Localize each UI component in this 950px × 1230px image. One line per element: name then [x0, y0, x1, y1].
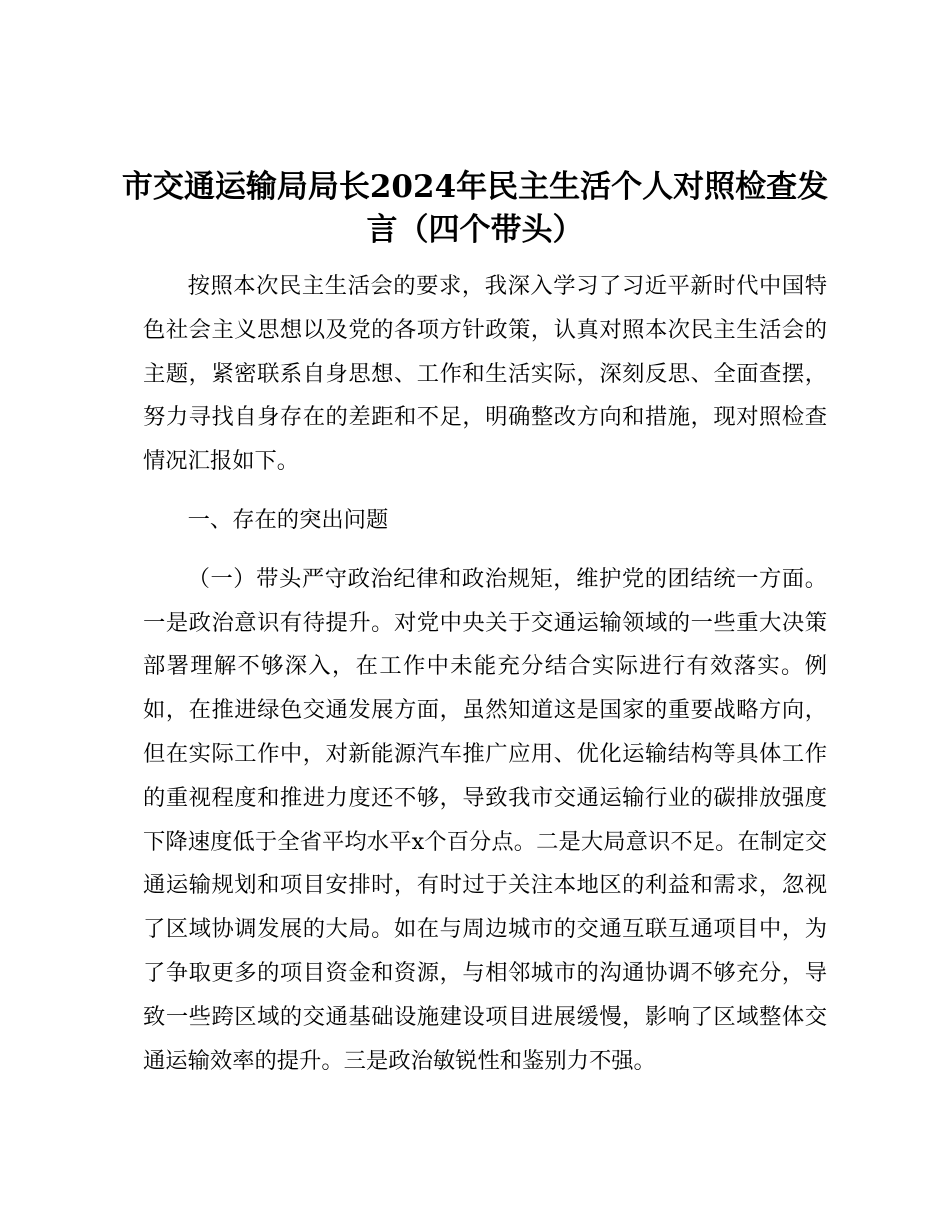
section-heading: 一、存在的突出问题	[187, 506, 389, 533]
intro-paragraph: 按照本次民主生活会的要求，我深入学习了习近平新时代中国特色社会主义思想以及党的各项方针政策，认真对照本次民主生活会的主题，紧密联系自身思想、工作和生活实际，深刻反思、全面查摆，努力寻找自身存在的差距和不足，明确整改方向和措施，现对照检查情况汇报如下。	[143, 273, 827, 475]
section-paragraph: （一）带头严守政治纪律和政治规矩，维护党的团结统一方面。一是政治意识有待提升。对党中央关于交通运输领域的一些重大决策部署理解不够深入，在工作中未能充分结合实际进行有效落实。例如，在推进绿色交通发展方面，虽然知道这是国家的重要战略方向，但在实际工作中，对新能源汽车推广应用、优化运输结构等具体工作的重视程度和推进力度还不够，导致我市交通运输行业的碳排放强度下降速度低于全省平均水平x个百分点。二是大局意识不足。在制定交通运输规划和项目安排时，有时过于关注本地区的利益和需求，忽视了区域协调发展的大局。如在与周边城市的交通互联互通项目中，为了争取更多的项目资金和资源，与相邻城市的沟通协调不够充分，导致一些跨区域的交通基础设施建设项目进展缓慢，影响了区域整体交通运输效率的提升。三是政治敏锐性和鉴别力不强。	[143, 565, 827, 1074]
document-body	[143, 265, 827, 1083]
document-title: 市交通运输局局长2024年民主生活个人对照检查发言（四个带头）	[121, 169, 829, 248]
